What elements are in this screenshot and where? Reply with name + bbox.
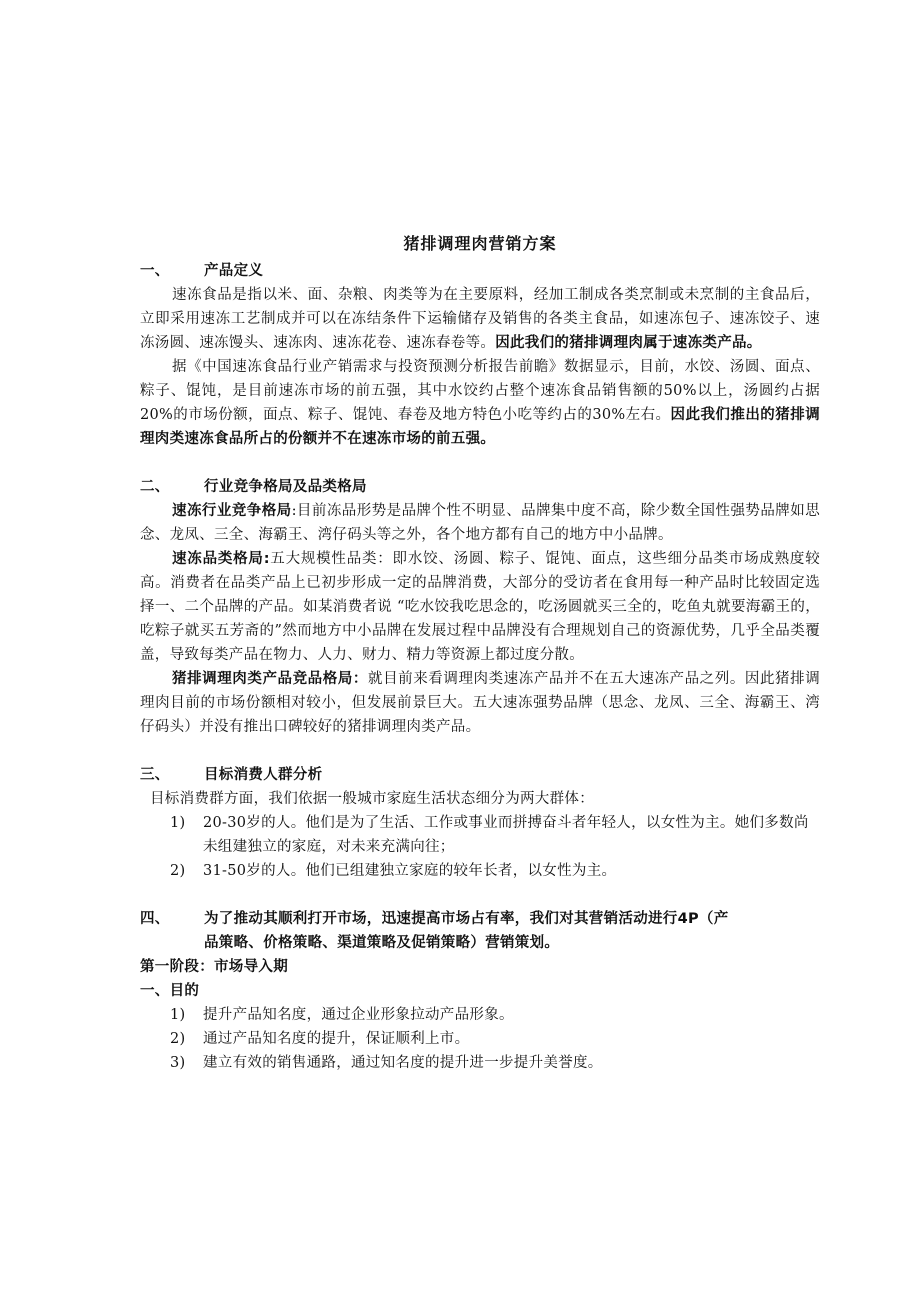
section-3-title: 目标消费人群分析 xyxy=(204,767,323,783)
section-2-number: 二、 xyxy=(140,479,170,495)
section-3-number: 三、 xyxy=(140,767,170,783)
section-2-title: 行业竞争格局及品类格局 xyxy=(204,479,367,495)
spacer xyxy=(140,739,820,763)
list-item xyxy=(140,859,820,883)
section-3-intro: 目标消费群方面，我们依据一般城市家庭生活状态细分为两大群体： xyxy=(150,791,594,807)
paragraph-text: 就目前来看调理肉类速冻产品并不在五大速冻产品之列。因此猪排调理肉目前的市场份额相对较小，但发展前景巨大。五大速冻强势品牌（思念、龙凤、三全、海霸王、湾仔码头）并没有推出口碑较好的猪排调理肉类产品。 xyxy=(140,671,821,735)
paragraph-bold-lead: 速冻行业竞争格局 xyxy=(172,503,292,519)
section-1-paragraph-1 xyxy=(140,283,820,355)
stage-title: 第一阶段：市场导入期 xyxy=(140,959,288,975)
paragraph-text: 据《中国速冻食品行业产销需求与投资预测分析报告前瞻》数据显示，目前，水饺、汤圆、面点、粽子、馄饨，是目前速冻市场的前五强，其中水饺约占整个速冻食品销售额的50%以上，汤圆约占据20%的市场份额，面点、粽子、馄饨、春卷及地方特色小吃等约占的30%左右。 xyxy=(140,359,820,423)
paragraph-bold-lead: 猪排调理肉类产品竞品格局： xyxy=(172,671,368,687)
list-item-text: 提升产品知名度，通过企业形象拉动产品形象。 xyxy=(203,1007,514,1023)
section-4-number: 四、 xyxy=(140,911,170,927)
section-1-paragraph-2 xyxy=(140,355,820,451)
section-2-paragraph-2 xyxy=(140,547,820,667)
section-1-title: 产品定义 xyxy=(204,263,264,279)
list-item-number: 3) xyxy=(170,1055,186,1071)
list-item-number: 1) xyxy=(170,815,186,831)
paragraph-bold-conclusion: 因此我们推出的猪排调理肉类速冻食品所占的份额并不在速冻市场的前五强。 xyxy=(140,407,821,447)
section-4-heading-continued xyxy=(140,931,820,955)
list-item-text: 建立有效的销售通路，通过知名度的提升进一步提升美誉度。 xyxy=(203,1055,603,1071)
spacer xyxy=(140,451,820,475)
list-item-text: 通过产品知名度的提升，保证顺利上市。 xyxy=(203,1031,470,1047)
section-4-title-line-2: 品策略、价格策略、渠道策略及促销策略）营销策划。 xyxy=(204,935,560,951)
list-item xyxy=(140,1051,820,1075)
list-item-number: 2) xyxy=(170,863,186,879)
section-2-paragraph-3 xyxy=(140,667,820,739)
list-item xyxy=(140,811,820,859)
section-3-heading xyxy=(140,763,820,787)
list-item-text: 31-50岁的人。他们已组建独立家庭的较年长者，以女性为主。 xyxy=(203,863,617,879)
spacer xyxy=(140,883,820,907)
paragraph-text: 速冻食品是指以米、面、杂粮、肉类等为在主要原料，经加工制成各类烹制或未烹制的主食品后，立即采用速冻工艺制成并可以在冻结条件下运输储存及销售的各类主食品，如速冻包子、速冻饺子、速冻汤圆、速冻馒头、速冻肉、速冻花卷、速冻春卷等。 xyxy=(140,287,820,351)
heading-indent xyxy=(140,931,204,955)
section-2-paragraph-1 xyxy=(140,499,820,547)
section-1-heading xyxy=(140,259,820,283)
document-title: 猪排调理肉营销方案 xyxy=(403,234,557,253)
list-item-number: 1) xyxy=(170,1007,186,1023)
list-item-text: 20-30岁的人。他们是为了生活、工作或事业而拼搏奋斗者年轻人，以女性为主。她们多数尚未组建独立的家庭，对未来充满向往； xyxy=(203,815,809,855)
paragraph-text: :目前冻品形势是品牌个性不明显、品牌集中度不高，除少数全国性强势品牌如思念、龙凤、三全、海霸王、湾仔码头等之外，各个地方都有自己的地方中小品牌。 xyxy=(140,503,820,543)
section-1-number: 一、 xyxy=(140,263,170,279)
paragraph-text: 五大规模性品类：即水饺、汤圆、粽子、馄饨、面点，这些细分品类市场成熟度较高。消费者在品类产品上已初步形成一定的品牌消费，大部分的受访者在食用每一种产品时比较固定选择一、二个品牌的产品。如某消费者说 “吃水饺我吃思念的，吃汤圆就买三全的，吃鱼丸就要海霸王的，吃粽子就买五芳斋的”然而地方中小品牌在发展过程中品牌没有合理规划自己的资源优势，几乎全品类覆盖，导致每类产品在物力、人力、财力、精力等资源上都过度分散。 xyxy=(140,551,821,663)
list-item xyxy=(140,1027,820,1051)
list-item xyxy=(140,1003,820,1027)
paragraph-bold-conclusion: 因此我们的猪排调理肉属于速冻类产品。 xyxy=(495,335,762,351)
stage-sub-heading: 一、目的 xyxy=(140,983,200,999)
list-item-number: 2) xyxy=(170,1031,186,1047)
section-4-title-line-1: 为了推动其顺利打开市场，迅速提高市场占有率，我们对其营销活动进行4P（产 xyxy=(204,911,729,927)
paragraph-bold-lead: 速冻品类格局: xyxy=(172,551,270,567)
section-2-heading xyxy=(140,475,820,499)
section-4-heading xyxy=(140,907,820,931)
